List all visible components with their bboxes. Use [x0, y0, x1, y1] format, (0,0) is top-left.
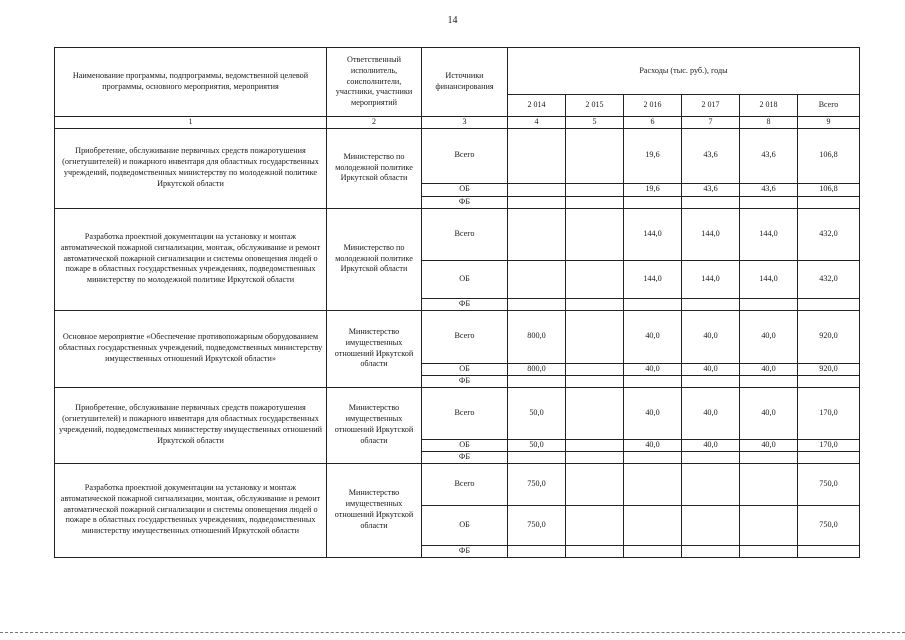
value-cell: 106,8: [798, 128, 860, 183]
column-number: 6: [624, 117, 682, 129]
value-cell: [566, 310, 624, 363]
activity-name: Приобретение, обслуживание первичных средств пожаротушения (огнетушителей) и пожарного инвентаря для областных государственных учреждений, подведомственных министерству имущественных отношений Иркутской области: [55, 387, 327, 463]
value-cell: [682, 196, 740, 208]
value-cell: [566, 196, 624, 208]
value-cell: 40,0: [740, 387, 798, 439]
column-number: 9: [798, 117, 860, 129]
value-cell: [566, 128, 624, 183]
value-cell: 40,0: [740, 363, 798, 375]
column-number: 2: [327, 117, 422, 129]
source-cell: ОБ: [422, 505, 508, 545]
value-cell: [740, 375, 798, 387]
responsible-executor: Министерство по молодежной политике Иркутской области: [327, 208, 422, 310]
value-cell: [624, 463, 682, 505]
value-cell: [566, 375, 624, 387]
value-cell: [566, 451, 624, 463]
header-total: Всего: [798, 95, 860, 117]
column-number: 7: [682, 117, 740, 129]
value-cell: 40,0: [624, 387, 682, 439]
value-cell: 800,0: [508, 310, 566, 363]
value-cell: 144,0: [624, 260, 682, 298]
value-cell: [566, 545, 624, 557]
header-year: 2 017: [682, 95, 740, 117]
value-cell: [566, 260, 624, 298]
value-cell: [682, 463, 740, 505]
table-row: [55, 128, 860, 183]
value-cell: 432,0: [798, 260, 860, 298]
value-cell: 40,0: [624, 439, 682, 451]
value-cell: 144,0: [740, 260, 798, 298]
value-cell: 432,0: [798, 208, 860, 260]
value-cell: 170,0: [798, 439, 860, 451]
value-cell: [682, 375, 740, 387]
source-cell: ФБ: [422, 375, 508, 387]
value-cell: [566, 505, 624, 545]
value-cell: [566, 208, 624, 260]
activity-name: Разработка проектной документации на установку и монтаж автоматической пожарной сигнализации, монтаж, обслуживание и ремонт автоматической пожарной сигнализации и системы оповещения людей о пожаре в областных государственных учреждениях, подведомственных министерству по молодежной политике Иркутской области: [55, 208, 327, 310]
page-number: 14: [447, 15, 458, 26]
value-cell: 144,0: [682, 208, 740, 260]
value-cell: 750,0: [798, 463, 860, 505]
value-cell: [740, 463, 798, 505]
source-cell: Всего: [422, 310, 508, 363]
header-expenses: Расходы (тыс. руб.), годы: [508, 48, 860, 95]
value-cell: [798, 375, 860, 387]
header-year: 2 014: [508, 95, 566, 117]
value-cell: 50,0: [508, 387, 566, 439]
header-responsible: Ответственный исполнитель, соисполнители, участники, участники мероприятий: [327, 48, 422, 117]
value-cell: 40,0: [682, 439, 740, 451]
value-cell: [798, 298, 860, 310]
value-cell: 40,0: [740, 439, 798, 451]
value-cell: [508, 451, 566, 463]
value-cell: [508, 128, 566, 183]
source-cell: ФБ: [422, 298, 508, 310]
activity-name: Приобретение, обслуживание первичных средств пожаротушения (огнетушителей) и пожарного инвентаря для областных государственных учреждений, подведомственных министерству по молодежной политике Иркутской области: [55, 128, 327, 208]
value-cell: [508, 545, 566, 557]
value-cell: 19,6: [624, 128, 682, 183]
source-cell: Всего: [422, 387, 508, 439]
page-edge-line: [0, 632, 905, 633]
value-cell: 920,0: [798, 310, 860, 363]
column-number: 1: [55, 117, 327, 129]
value-cell: [624, 545, 682, 557]
column-number: 8: [740, 117, 798, 129]
activity-name: Разработка проектной документации на установку и монтаж автоматической пожарной сигнализации, монтаж, обслуживание и ремонт автоматической пожарной сигнализации и системы оповещения людей о пожаре в областных государственных учреждениях, подведомственных министерству имущественных отношений Иркутской области: [55, 463, 327, 557]
source-cell: ОБ: [422, 183, 508, 196]
value-cell: [682, 545, 740, 557]
header-sources: Источники финансирования: [422, 48, 508, 117]
header-name: Наименование программы, подпрограммы, ведомственной целевой программы, основного мероприятия, мероприятия: [55, 48, 327, 117]
value-cell: [624, 505, 682, 545]
value-cell: [798, 196, 860, 208]
value-cell: 43,6: [682, 183, 740, 196]
value-cell: [740, 196, 798, 208]
source-cell: ОБ: [422, 363, 508, 375]
value-cell: 40,0: [624, 310, 682, 363]
value-cell: [740, 545, 798, 557]
value-cell: [682, 451, 740, 463]
source-cell: ФБ: [422, 451, 508, 463]
responsible-executor: Министерство по молодежной политике Иркутской области: [327, 128, 422, 208]
value-cell: 144,0: [624, 208, 682, 260]
header-year: 2 016: [624, 95, 682, 117]
value-cell: [508, 298, 566, 310]
value-cell: [682, 505, 740, 545]
value-cell: 40,0: [624, 363, 682, 375]
value-cell: [624, 298, 682, 310]
table-row: [55, 387, 860, 439]
value-cell: [566, 439, 624, 451]
value-cell: [508, 375, 566, 387]
value-cell: 50,0: [508, 439, 566, 451]
value-cell: [798, 451, 860, 463]
value-cell: 106,8: [798, 183, 860, 196]
value-cell: 750,0: [798, 505, 860, 545]
value-cell: [682, 298, 740, 310]
value-cell: [566, 183, 624, 196]
table-row: [55, 310, 860, 363]
value-cell: [566, 387, 624, 439]
value-cell: 920,0: [798, 363, 860, 375]
column-numbers-row: [55, 117, 860, 129]
value-cell: [624, 375, 682, 387]
value-cell: 43,6: [740, 183, 798, 196]
value-cell: [798, 545, 860, 557]
value-cell: [508, 196, 566, 208]
source-cell: ОБ: [422, 260, 508, 298]
value-cell: [566, 463, 624, 505]
value-cell: [740, 451, 798, 463]
value-cell: [566, 363, 624, 375]
value-cell: 750,0: [508, 505, 566, 545]
source-cell: ФБ: [422, 196, 508, 208]
value-cell: [740, 298, 798, 310]
value-cell: [508, 208, 566, 260]
source-cell: Всего: [422, 463, 508, 505]
value-cell: [508, 260, 566, 298]
header-year: 2 015: [566, 95, 624, 117]
source-cell: ОБ: [422, 439, 508, 451]
responsible-executor: Министерство имущественных отношений Иркутской области: [327, 463, 422, 557]
column-number: 4: [508, 117, 566, 129]
value-cell: [624, 196, 682, 208]
value-cell: [508, 183, 566, 196]
column-number: 3: [422, 117, 508, 129]
responsible-executor: Министерство имущественных отношений Иркутской области: [327, 387, 422, 463]
value-cell: [740, 505, 798, 545]
value-cell: 800,0: [508, 363, 566, 375]
value-cell: 40,0: [682, 387, 740, 439]
value-cell: 40,0: [740, 310, 798, 363]
table-row: [55, 463, 860, 505]
header-year: 2 018: [740, 95, 798, 117]
source-cell: ФБ: [422, 545, 508, 557]
source-cell: Всего: [422, 208, 508, 260]
value-cell: 43,6: [682, 128, 740, 183]
value-cell: 43,6: [740, 128, 798, 183]
value-cell: 40,0: [682, 363, 740, 375]
value-cell: 19,6: [624, 183, 682, 196]
table-row: [55, 208, 860, 260]
responsible-executor: Министерство имущественных отношений Иркутской области: [327, 310, 422, 387]
value-cell: 750,0: [508, 463, 566, 505]
source-cell: Всего: [422, 128, 508, 183]
value-cell: 40,0: [682, 310, 740, 363]
value-cell: 170,0: [798, 387, 860, 439]
value-cell: 144,0: [740, 208, 798, 260]
value-cell: [624, 451, 682, 463]
activity-name: Основное мероприятие «Обеспечение противопожарным оборудованием областных государственных учреждений, подведомственных министерству имущественных отношений Иркутской области»: [55, 310, 327, 387]
column-number: 5: [566, 117, 624, 129]
value-cell: 144,0: [682, 260, 740, 298]
value-cell: [566, 298, 624, 310]
expenses-table: [54, 47, 860, 558]
